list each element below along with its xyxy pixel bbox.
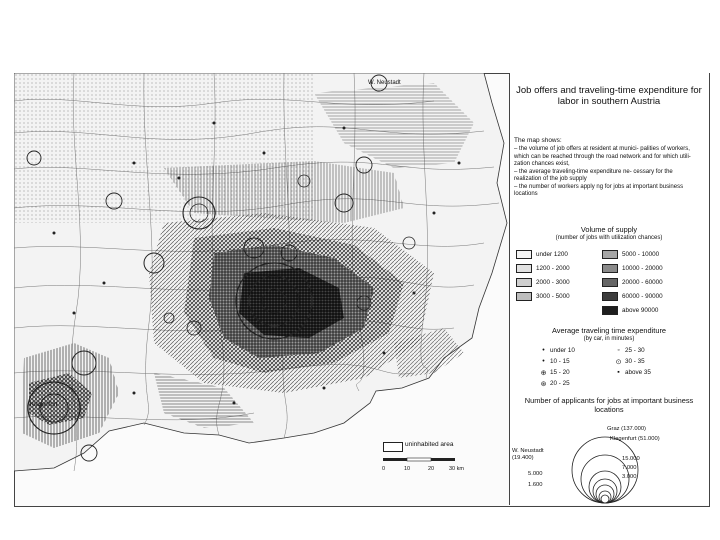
graz-label: Graz (137.000) [607, 426, 646, 432]
class-label: 5000 - 10000 [622, 251, 660, 258]
map-shows-item: – the volume of job offers at resident at munici- palities of workers, which can be reached through the road network and for which utili- zation chances exist, [514, 146, 691, 167]
swatch-under-1200 [516, 250, 532, 259]
legend-panel [509, 73, 709, 505]
uninhabited-swatch [383, 442, 403, 452]
klagenfurt-label: Klagenfurt (51.000) [610, 436, 660, 442]
class-label: 1200 - 2000 [536, 265, 570, 272]
scale-tick: 0 [382, 466, 386, 472]
travel-symbol-icon: ▪ [617, 369, 620, 376]
swatch-2000-3000 [516, 278, 532, 287]
scale-tick: 20 [428, 466, 435, 472]
travel-symbol-icon: • [542, 347, 545, 354]
swatch-above-90000 [602, 306, 618, 315]
swatch-5000-10000 [602, 250, 618, 259]
swatch-60000-90000 [602, 292, 618, 301]
applicants-heading: Number of applicants for jobs at important business locations [524, 396, 694, 414]
class-label: 10000 - 20000 [622, 265, 663, 272]
label-wr-neustadt: W. Neustadt [368, 80, 401, 86]
travel-label: 10 - 15 [550, 358, 570, 365]
scale-tick: 30 km [449, 466, 464, 472]
class-label: under 1200 [536, 251, 568, 258]
travel-label: 15 - 20 [550, 369, 570, 376]
travel-label: under 10 [550, 347, 575, 354]
value-3000: 3.000 [622, 474, 637, 480]
travel-symbol-icon: ⊛ [540, 380, 547, 388]
travel-heading: Average traveling time expenditure [551, 326, 667, 335]
travel-subheading: (by car, in minutes) [583, 336, 635, 342]
travel-label: 30 - 35 [625, 358, 645, 365]
class-label: 60000 - 90000 [622, 293, 663, 300]
volume-subheading: (number of jobs with utilization chances) [555, 235, 663, 241]
value-15000: 15.000 [622, 456, 640, 462]
travel-label: above 35 [625, 369, 651, 376]
map-title: Job offers and traveling-time expenditure for labor in southern Austria [516, 85, 702, 107]
map-shows-item: – the number of workers apply ng for jobs at important business locations [514, 183, 684, 197]
swatch-10000-20000 [602, 264, 618, 273]
value-7000: 7.000 [622, 465, 637, 471]
travel-symbol-icon: ⊙ [615, 358, 622, 366]
swatch-3000-5000 [516, 292, 532, 301]
travel-symbol-icon: • [542, 358, 545, 365]
scale-bar [383, 456, 463, 466]
label-klagenfurt: Klagenfurt [30, 402, 58, 408]
value-5000: 5.000 [528, 471, 543, 477]
travel-symbol-icon: ◦ [617, 347, 620, 354]
wn-label: W. Neustadt (19.400) [512, 448, 544, 461]
volume-heading: Volume of supply [580, 225, 638, 234]
uninhabited-label: uninhabited area [405, 441, 454, 448]
class-label: 3000 - 5000 [536, 293, 570, 300]
swatch-1200-2000 [516, 264, 532, 273]
travel-label: 20 - 25 [550, 380, 570, 387]
class-label: 20000 - 60000 [622, 279, 663, 286]
travel-symbol-icon: ⊕ [540, 369, 547, 377]
map-shows-heading: The map shows: [514, 137, 562, 144]
class-label: 2000 - 3000 [536, 279, 570, 286]
scale-tick: 10 [404, 466, 411, 472]
map-shows-list [514, 146, 700, 199]
map-shows-item: – the average traveling-time expenditure ne- cessary for the realization of the job supply [514, 168, 673, 182]
value-1600: 1.600 [528, 482, 543, 488]
class-label: above 90000 [622, 307, 659, 314]
swatch-20000-60000 [602, 278, 618, 287]
travel-label: 25 - 30 [625, 347, 645, 354]
